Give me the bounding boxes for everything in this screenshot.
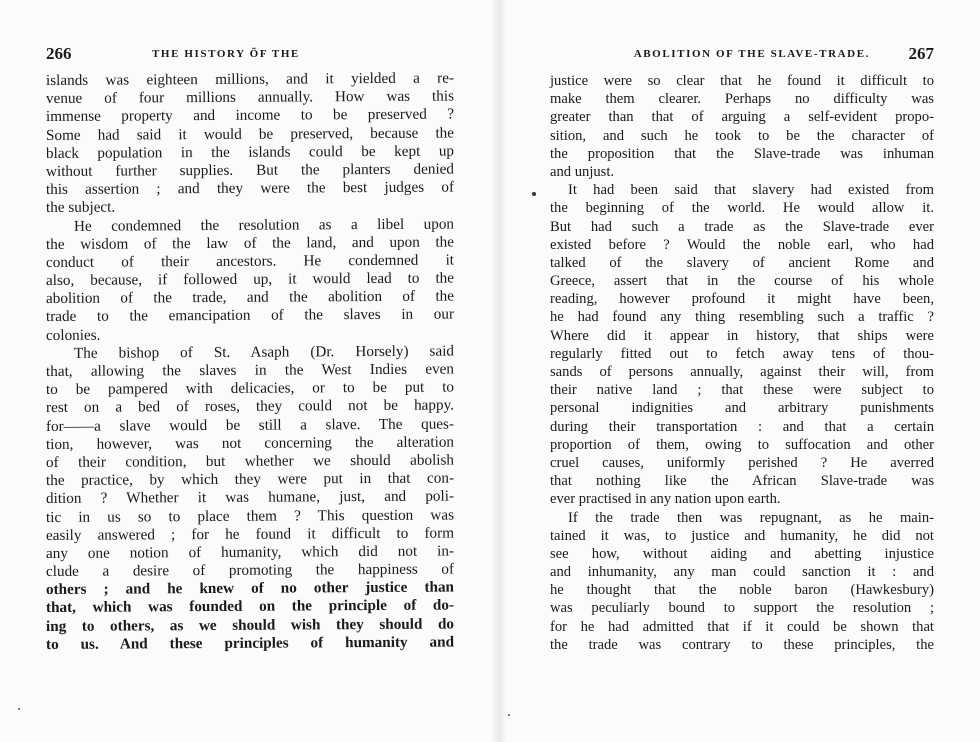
text-line: existed before ? Would the noble earl, who had bbox=[550, 236, 934, 253]
running-head: ABOLITION OF THE SLAVE-TRADE. bbox=[633, 48, 870, 60]
text-line: that, allowing the slaves in the West Indies even bbox=[45, 360, 455, 380]
text-line: personal indignities and arbitrary punishments bbox=[550, 400, 934, 417]
text-line: It had been said that slavery had existed from bbox=[568, 182, 934, 199]
text-line: any one notion of humanity, which did not in- bbox=[45, 542, 455, 562]
text-line: black population in the islands could be kept up bbox=[45, 142, 455, 162]
left-page-text bbox=[45, 69, 455, 654]
text-line: He condemned the resolution as a libel upon bbox=[73, 215, 455, 235]
text-line: easily answered ; for he found it difficult to form bbox=[45, 524, 455, 544]
text-line: sition, and such he took to be the character of bbox=[550, 127, 934, 144]
text-line: regularly fitted out to fetch away tens of thou- bbox=[550, 345, 934, 362]
text-line: the practice, by which they were put in that con- bbox=[45, 469, 455, 490]
text-line: sands of persons annually, against their will, from bbox=[550, 364, 934, 380]
left-page-header bbox=[46, 44, 454, 62]
right-page bbox=[550, 0, 934, 742]
text-line: immense property and income to be preserved ? bbox=[45, 105, 455, 126]
text-line: that, which was founded on the principle of do- bbox=[45, 596, 455, 617]
text-line: this assertion ; and they were the best judges of bbox=[45, 178, 455, 199]
text-line: that nothing like the African Slave-trade was bbox=[550, 473, 934, 490]
text-line: others ; and he knew of no other justice than bbox=[45, 578, 455, 599]
text-line: for——a slave would be still a slave. The ques- bbox=[45, 415, 455, 435]
text-line: But had such a trade as the Slave-trade ever bbox=[550, 218, 934, 235]
page-number: 266 bbox=[46, 44, 72, 63]
text-line: the beginning of the world. He would allow it. bbox=[550, 200, 934, 217]
text-line: The bishop of St. Asaph (Dr. Horsely) said bbox=[73, 342, 455, 362]
text-line: and unjust. bbox=[550, 163, 615, 180]
text-line: trade to the emancipation of the slaves in our bbox=[45, 305, 455, 326]
left-page bbox=[46, 0, 454, 742]
text-line: ever practised in any nation upon earth. bbox=[550, 491, 781, 508]
text-line: the subject. bbox=[45, 198, 116, 217]
text-line: colonies. bbox=[45, 326, 101, 344]
text-line: tion, however, was not concerning the alteration bbox=[45, 433, 455, 453]
text-line: he thought that the noble baron (Hawkesbury) bbox=[550, 582, 934, 599]
page-number: 267 bbox=[908, 44, 934, 63]
running-head: THE HISTORY ÕF THE bbox=[152, 48, 300, 60]
text-line: venue of four millions annually. How was this bbox=[45, 87, 455, 108]
right-page-header bbox=[550, 44, 934, 62]
text-line: the wisdom of the law of the land, and upon the bbox=[45, 233, 455, 253]
text-line: was peculiarly bound to support the resolution ; bbox=[550, 600, 934, 617]
text-line: see how, without aiding and abetting injustice bbox=[550, 545, 934, 562]
text-line: the proposition that the Slave-trade was inhuman bbox=[550, 145, 934, 162]
text-line: during their transportation : and that a certain bbox=[550, 418, 934, 435]
right-page-text bbox=[550, 72, 934, 654]
text-line: tic in us so to place them ? This question was bbox=[45, 506, 455, 526]
text-line: he had found any thing resembling such a traffic ? bbox=[550, 309, 934, 326]
text-line: talked of the slavery of ancient Rome and bbox=[550, 254, 934, 271]
book-gutter bbox=[492, 0, 506, 742]
text-line: Greece, assert that in the course of his whole bbox=[550, 273, 934, 290]
text-line: without further supplies. But the planters denied bbox=[45, 160, 455, 180]
text-line: make them clearer. Perhaps no difficulty was bbox=[550, 91, 934, 108]
text-line: abolition of the trade, and the abolition of the bbox=[45, 287, 455, 308]
text-line: dition ? Whether it was humane, just, and poli- bbox=[45, 487, 455, 508]
text-line: Some had said it would be preserved, because the bbox=[45, 124, 455, 144]
text-line: justice were so clear that he found it difficult to bbox=[550, 73, 934, 89]
margin-mark bbox=[532, 192, 536, 196]
text-line: to us. And these principles of humanity and bbox=[45, 633, 455, 653]
text-line: ing to others, as we should wish they should do bbox=[45, 615, 455, 635]
text-line: reading, however profound it might have been, bbox=[550, 291, 934, 308]
scan-speck bbox=[508, 714, 510, 716]
text-line: islands was eighteen millions, and it yielded a re- bbox=[45, 69, 455, 89]
text-line: greater than that of arguing a self-evident propo- bbox=[550, 109, 934, 126]
text-line: cruel causes, uniformly perished ? He averred bbox=[550, 454, 934, 471]
text-line: for he had admitted that if it could be shown that bbox=[550, 618, 934, 635]
text-line: their native land ; that these were subject to bbox=[550, 382, 934, 399]
text-line: of their condition, but whether we should abolish bbox=[45, 451, 455, 471]
text-line: tained it was, to justice and humanity, he did not bbox=[550, 527, 934, 544]
text-line: and inhumanity, any man could sanction it : and bbox=[550, 564, 934, 581]
scan-speck bbox=[18, 708, 20, 710]
text-line: If the trade then was repugnant, as he main- bbox=[568, 509, 934, 526]
text-line: conduct of their ancestors. He condemned it bbox=[45, 251, 455, 271]
text-line: to be pampered with delicacies, or to be put to bbox=[45, 378, 455, 399]
text-line: rest on a bed of roses, they could not be happy. bbox=[45, 396, 455, 417]
text-line: the trade was contrary to these principles, the bbox=[550, 636, 934, 653]
text-line: also, because, if followed up, it would lead to the bbox=[45, 269, 455, 290]
text-line: Where did it appear in history, that ships were bbox=[550, 327, 934, 344]
text-line: proportion of them, owing to suffocation and other bbox=[550, 436, 934, 453]
text-line: clude a desire of promoting the happiness of bbox=[45, 560, 455, 581]
